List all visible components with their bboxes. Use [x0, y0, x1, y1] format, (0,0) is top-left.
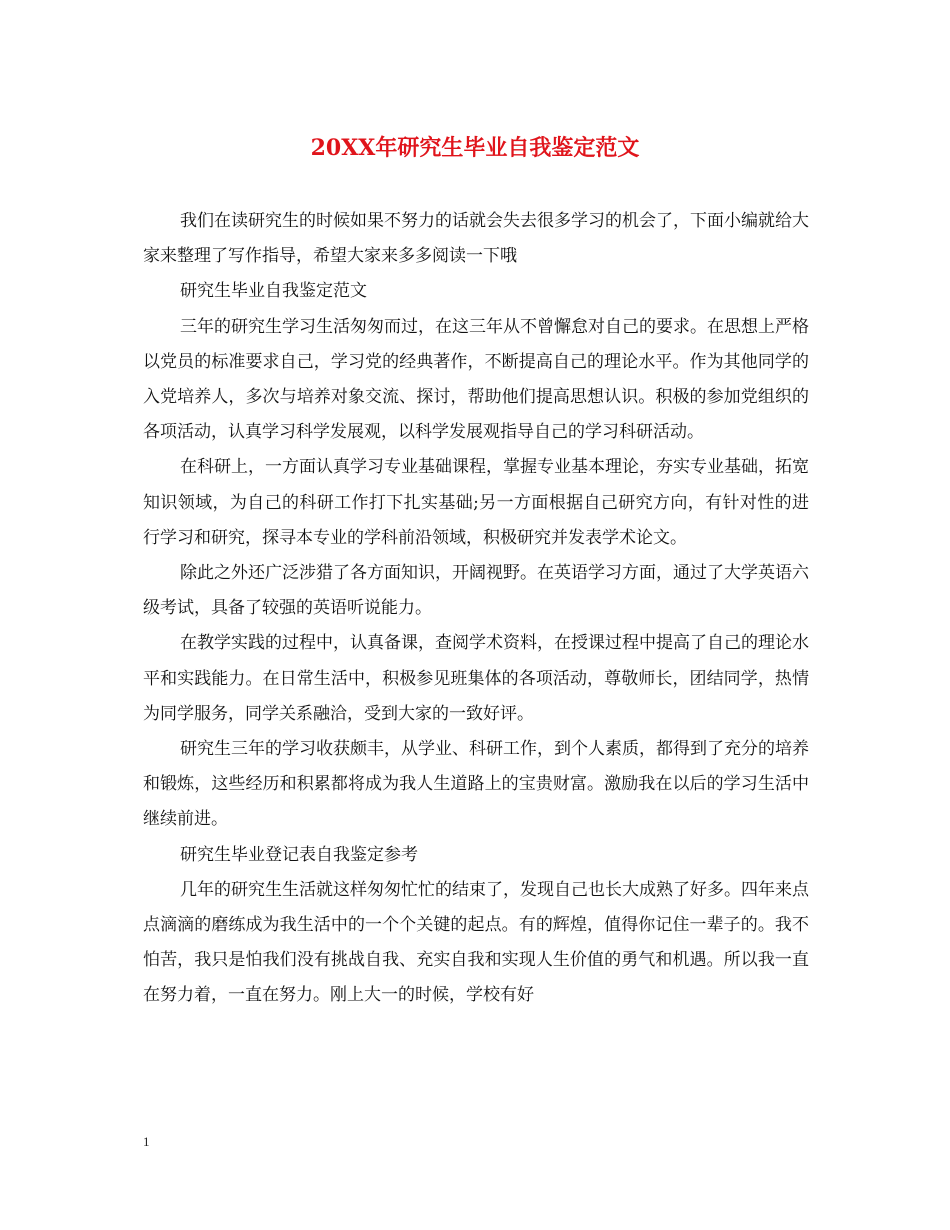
body-paragraph: 三年的研究生学习生活匆匆而过，在这三年从不曾懈怠对自己的要求。在思想上严格以党员的标准要求自己，学习党的经典著作，不断提高自己的理论水平。作为其他同学的入党培养人，多次与培养对象交流、探讨，帮助他们提高思想认识。积极的参加党组织的各项活动，认真学习科学发展观，以科学发展观指导自己的学习科研活动。 — [143, 316, 809, 443]
section-heading: 研究生毕业自我鉴定范文 — [180, 281, 367, 302]
body-paragraph: 几年的研究生生活就这样匆匆忙忙的结束了，发现自己也长大成熟了好多。四年来点点滴滴的磨练成为我生活中的一个个关键的起点。有的辉煌，值得你记住一辈子的。我不怕苦，我只是怕我们没有挑战自我、充实自我和实现人生价值的勇气和机遇。所以我一直在努力着，一直在努力。刚上大一的时候，学校有好 — [143, 879, 809, 1006]
body-paragraph: 在科研上，一方面认真学习专业基础课程，掌握专业基本理论，夯实专业基础，拓宽知识领域，为自己的科研工作打下扎实基础;另一方面根据自己研究方向，有针对性的进行学习和研究，探寻本专业的学科前沿领域，积极研究并发表学术论文。 — [143, 457, 809, 548]
body-paragraph: 在教学实践的过程中，认真备课，查阅学术资料，在授课过程中提高了自己的理论水平和实践能力。在日常生活中，积极参见班集体的各项活动，尊敬师长，团结同学，热情为同学服务，同学关系融洽，受到大家的一致好评。 — [143, 633, 809, 724]
body-paragraph: 研究生三年的学习收获颇丰，从学业、科研工作，到个人素质，都得到了充分的培养和锻炼，这些经历和积累都将成为我人生道路上的宝贵财富。激励我在以后的学习生活中继续前进。 — [143, 739, 809, 830]
document-body — [143, 204, 809, 1014]
section-heading: 研究生毕业登记表自我鉴定参考 — [180, 844, 418, 865]
body-paragraph: 除此之外还广泛涉猎了各方面知识，开阔视野。在英语学习方面，通过了大学英语六级考试，具备了较强的英语听说能力。 — [143, 563, 809, 619]
intro-paragraph: 我们在读研究生的时候如果不努力的话就会失去很多学习的机会了，下面小编就给大家来整理了写作指导，希望大家来多多阅读一下哦 — [143, 211, 809, 267]
document-title: 20XX年研究生毕业自我鉴定范文 — [310, 135, 640, 161]
page-number: 1 — [143, 1134, 150, 1149]
